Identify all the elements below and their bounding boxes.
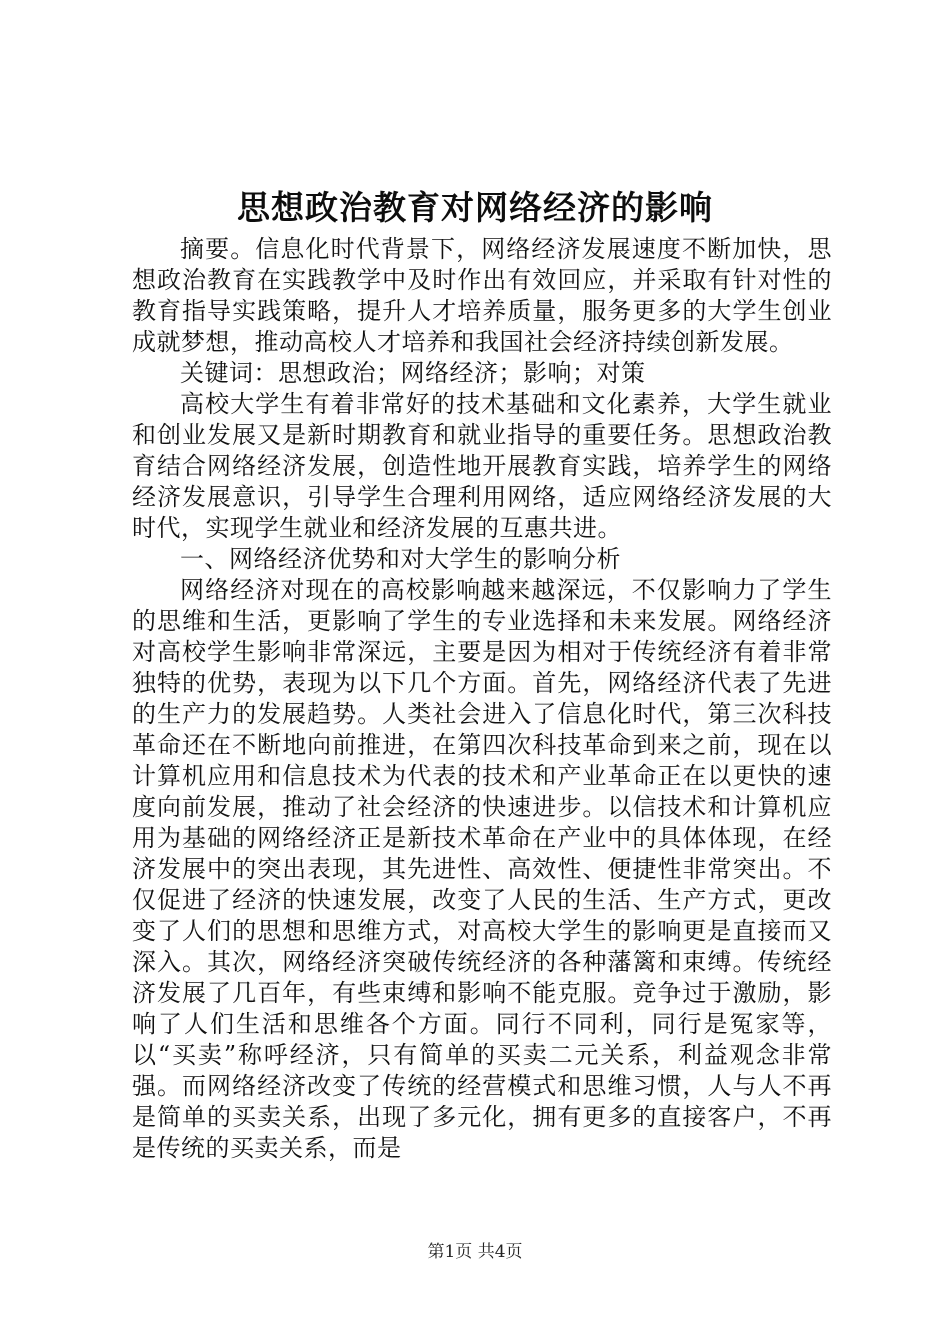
abstract-paragraph: 摘要。信息化时代背景下，网络经济发展速度不断加快，思想政治教育在实践教学中及时作出有效回应，并采取有针对性的教育指导实践策略，提升人才培养质量，服务更多的大学生创业成就梦想，推动高校人才培养和我国社会经济持续创新发展。 [132, 235, 832, 356]
page-footer: 第1页 共4页 [427, 1242, 523, 1262]
keywords-line: 关键词：思想政治；网络经济；影响；对策 [180, 359, 646, 387]
section-paragraph: 网络经济对现在的高校影响越来越深远，不仅影响力了学生的思维和生活，更影响了学生的专业选择和未来发展。网络经济对高校学生影响非常深远，主要是因为相对于传统经济有着非常独特的优势，表现为以下几个方面。首先，网络经济代表了先进的生产力的发展趋势。人类社会进入了信息化时代，第三次科技革命还在不断地向前推进，在第四次科技革命到来之前，现在以计算机应用和信息技术为代表的技术和产业革命正在以更快的速度向前发展，推动了社会经济的快速进步。以信技术和计算机应用为基础的网络经济正是新技术革命在产业中的具体体现，在经济发展中的突出表现，其先进性、高效性、便捷性非常突出。不仅促进了经济的快速发展，改变了人民的生活、生产方式，更改变了人们的思想和思维方式，对高校大学生的影响更是直接而又深入。其次，网络经济突破传统经济的各种藩篱和束缚。传统经济发展了几百年，有些束缚和影响不能克服。竞争过于激励，影响了人们生活和思维各个方面。同行不同利，同行是冤家等，以“买卖”称呼经济，只有简单的买卖二元关系，利益观念非常强。而网络经济改变了传统的经营模式和思维习惯，人与人不再是简单的买卖关系，出现了多元化，拥有更多的直接客户，不再是传统的买卖关系，而是 [132, 576, 832, 1162]
section-heading: 一、网络经济优势和对大学生的影响分析 [180, 545, 621, 573]
intro-paragraph: 高校大学生有着非常好的技术基础和文化素养，大学生就业和创业发展又是新时期教育和就业指导的重要任务。思想政治教育结合网络经济发展，创造性地开展教育实践，培养学生的网络经济发展意识，引导学生合理利用网络，适应网络经济发展的大时代，实现学生就业和经济发展的互惠共进。 [132, 390, 832, 542]
document-body [132, 234, 832, 1164]
document-title: 思想政治教育对网络经济的影响 [237, 188, 713, 227]
